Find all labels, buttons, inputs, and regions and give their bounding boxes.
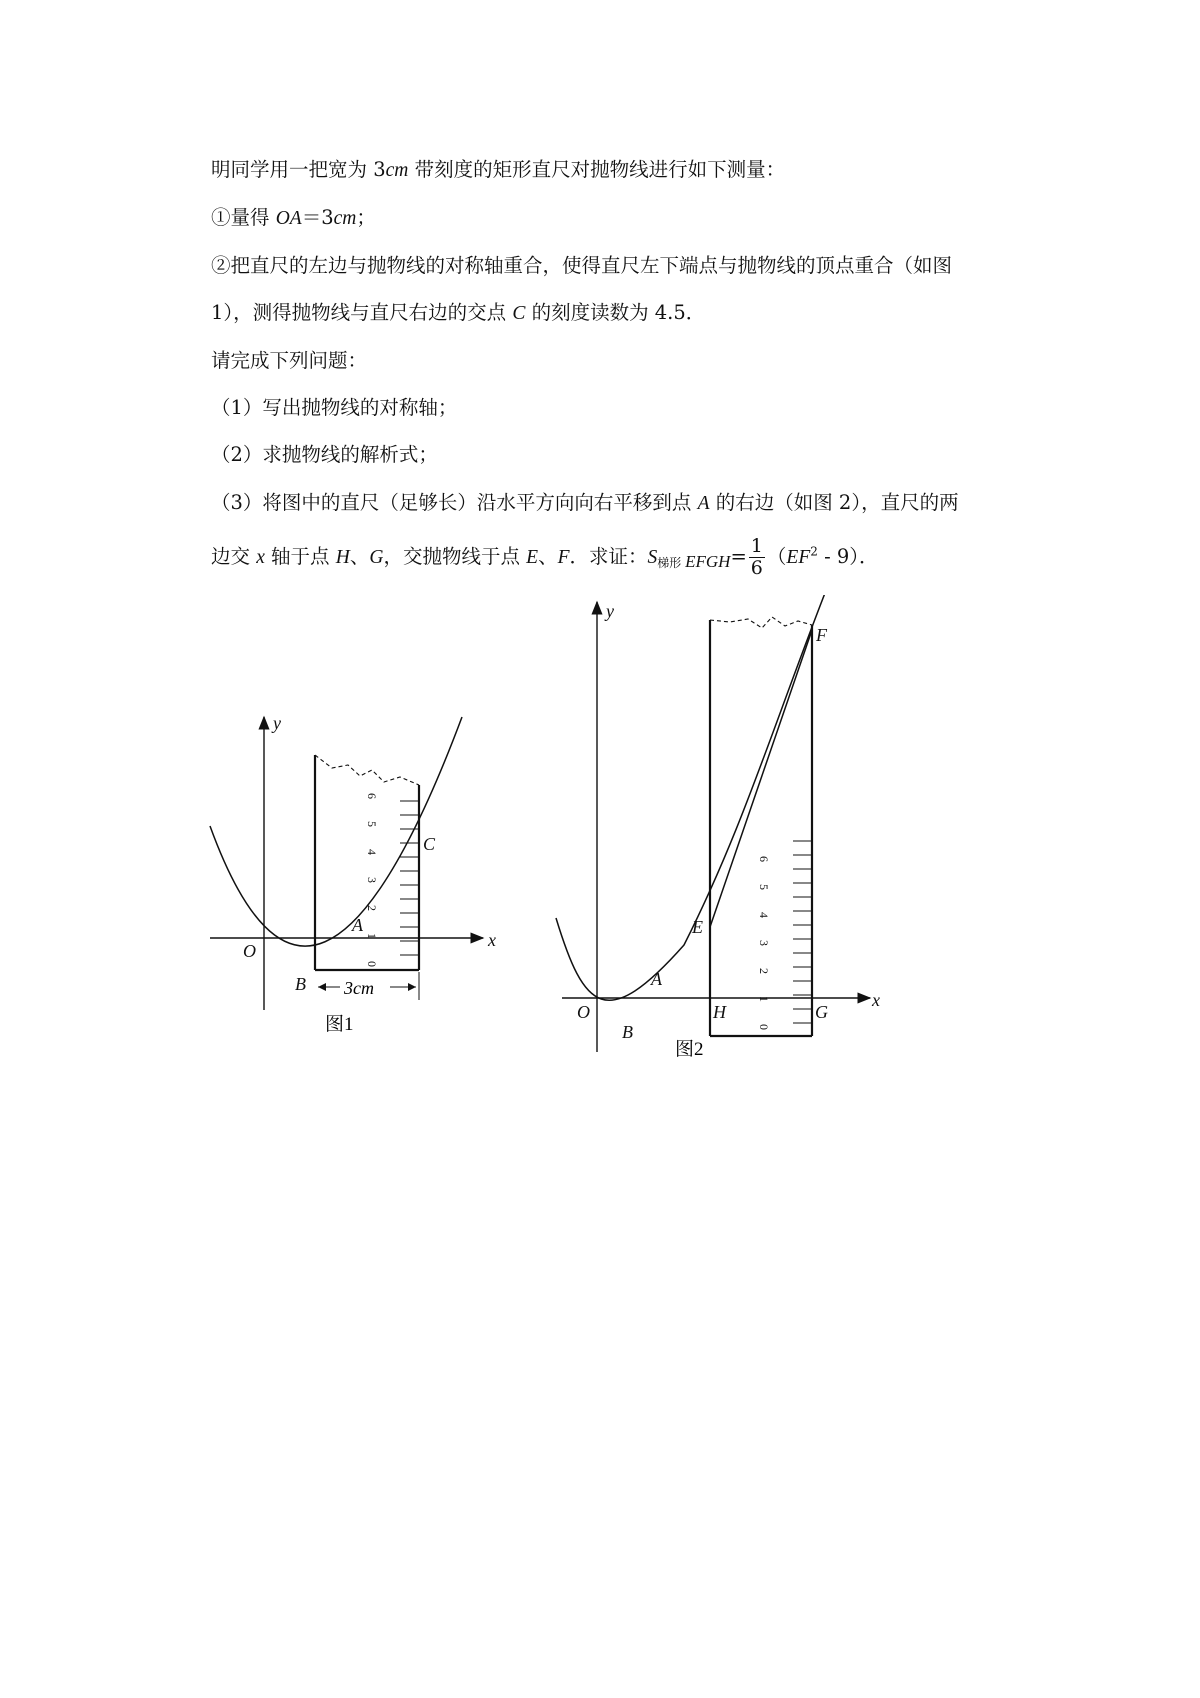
fig1-label-x: x	[488, 930, 496, 950]
fig2-tick-6: 6	[757, 856, 771, 862]
fig2-label-G: G	[815, 1002, 828, 1022]
fig2-label-A: A	[651, 969, 662, 989]
question-1: （1）写出抛物线的对称轴；	[211, 396, 458, 419]
fig1-width-label: 3cm	[344, 978, 374, 998]
question-2: （2）求抛物线的解析式；	[211, 443, 438, 466]
fig2-tick-0: 0	[757, 1024, 771, 1030]
fig1-tick-4: 4	[365, 849, 379, 855]
question-3: （3）将图中的直尺（足够长）沿水平方向向右平移到点 A 的右边（如图 2），直尺的两	[211, 491, 959, 514]
text-line-5: 请完成下列问题：	[211, 349, 368, 372]
fig2-tick-1: 1	[757, 996, 771, 1002]
fig2-label-F: F	[816, 625, 827, 645]
fig1-caption: 图1	[325, 1014, 354, 1035]
fig2-label-y: y	[606, 601, 614, 621]
fig2-label-H: H	[713, 1002, 726, 1022]
fig1-tick-3: 3	[365, 877, 379, 883]
fig1-label-C: C	[423, 834, 436, 854]
fraction-one-sixth: $\frac{1}{6}$	[750, 535, 763, 579]
fig1-tick-6: 6	[365, 793, 379, 799]
text-line-3: ②把直尺的左边与抛物线的对称轴重合，使得直尺左下端点与抛物线的顶点重合（如图	[211, 254, 953, 277]
fig1-tick-5: 5	[365, 821, 379, 827]
figure-1	[200, 700, 520, 1050]
fig1-label-O: O	[243, 941, 256, 961]
fig2-tick-3: 3	[757, 940, 771, 946]
fig2-ruler	[710, 617, 812, 1036]
fig1-tick-2: 2	[365, 905, 379, 911]
fig2-label-x: x	[872, 990, 880, 1010]
fig1-tick-0: 0	[365, 961, 379, 967]
text-line-4: 1），测得抛物线与直尺右边的交点 C 的刻度读数为 4.5．	[211, 301, 706, 324]
text-line-1: 明同学用一把宽为 3cm 带刻度的矩形直尺对抛物线进行如下测量：	[211, 158, 786, 181]
fig2-label-E: E	[692, 917, 703, 937]
fig2-label-B: B	[622, 1022, 633, 1042]
fig1-label-y: y	[273, 713, 281, 733]
fig1-label-B: B	[295, 974, 306, 994]
fig2-caption: 图2	[675, 1039, 704, 1060]
fig2-label-O: O	[577, 1002, 590, 1022]
fig2-tick-4: 4	[757, 912, 771, 918]
fig2-tick-5: 5	[757, 884, 771, 890]
question-3-formula: 边交 x 轴于点 H、G，交抛物线于点 E、F．求证：$S_{梯形}$ EFGH= $\frac{1}{6}$ $(EF^2 - 9)$．	[211, 535, 879, 579]
fig2-tick-2: 2	[757, 968, 771, 974]
text-line-2: ①量得 OA＝3cm；	[211, 206, 376, 229]
figure-2	[550, 595, 880, 1065]
fig1-parabola	[210, 717, 462, 946]
fig1-label-A: A	[352, 915, 363, 935]
fig1-tick-1: 1	[365, 933, 379, 939]
